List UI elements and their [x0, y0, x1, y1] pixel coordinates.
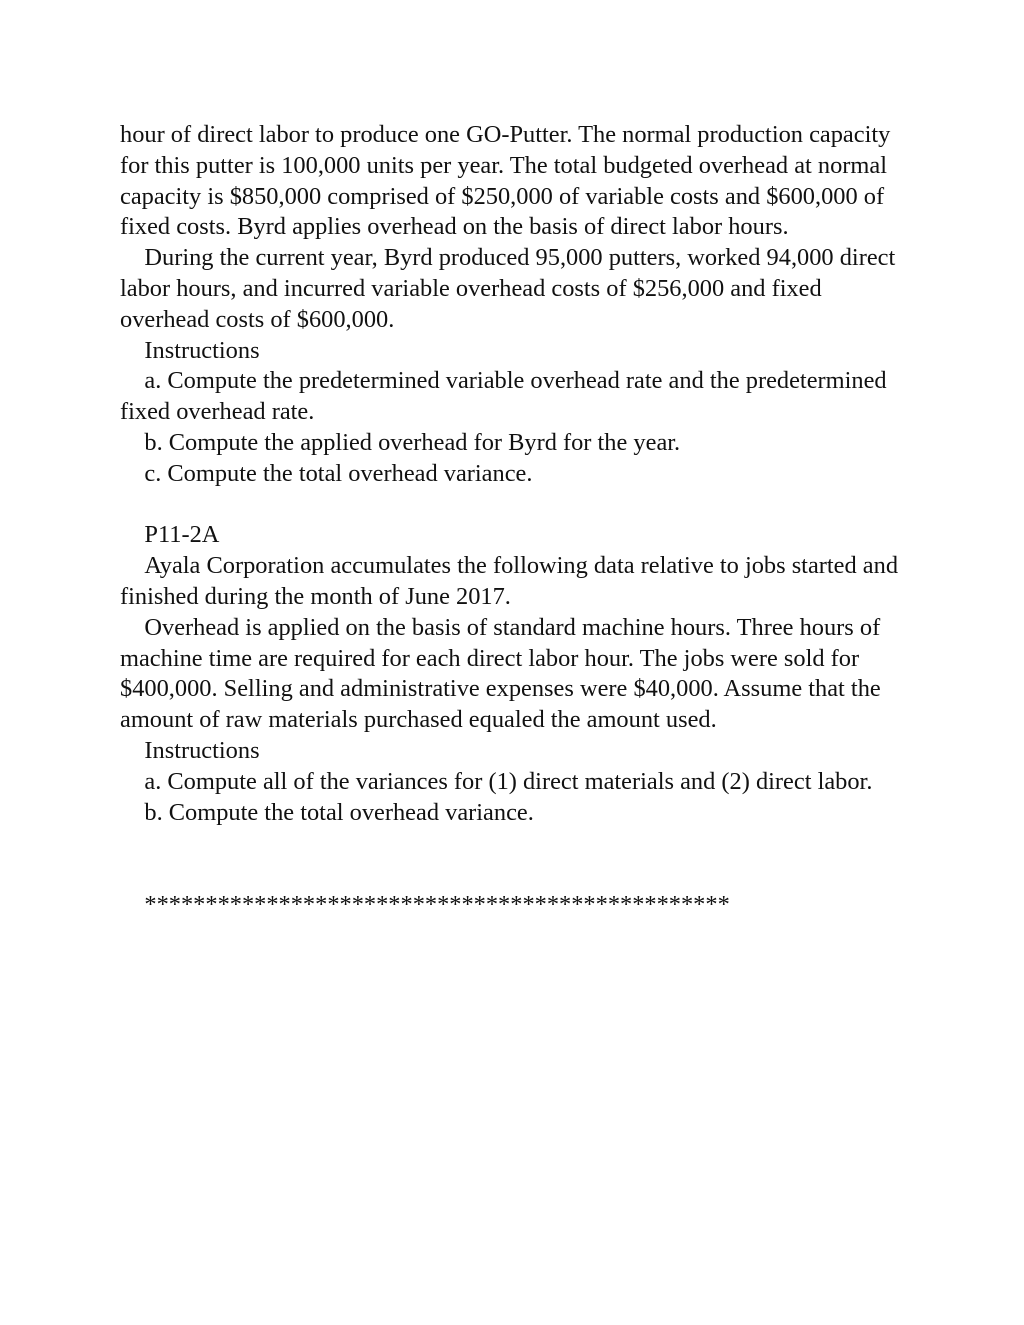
- instruction-item-a: a. Compute all of the variances for (1) direct materials and (2) direct labor.: [120, 767, 873, 795]
- instruction-item-c: c. Compute the total overhead variance.: [120, 459, 533, 487]
- paragraph-overhead-applied: Overhead is applied on the basis of standard machine hours. Three hours of machine time are required for each direct labor hour. The jobs were sold for $400,000. Selling and administrative expenses were $40,000. Assume that the amount of raw materials purchased equaled the amount used.: [120, 613, 887, 734]
- paragraph-overhead-intro: hour of direct labor to produce one GO-Putter. The normal production capacity for this putter is 100,000 units per year. The total budgeted overhead at normal capacity is $850,000 comprised of $250,000 of variable costs and $600,000 of fixed costs. Byrd applies overhead on the basis of direct labor hours.: [120, 121, 897, 241]
- instruction-item-b: b. Compute the applied overhead for Byrd for the year.: [120, 428, 681, 456]
- instruction-item-a: a. Compute the predetermined variable overhead rate and the predetermined fixed overhead rate.: [120, 367, 893, 426]
- instructions-heading: Instructions: [120, 736, 260, 764]
- instruction-item-b: b. Compute the total overhead variance.: [120, 798, 534, 826]
- paragraph-ayala-intro: Ayala Corporation accumulates the following data relative to jobs started and finished during the month of June 2017.: [120, 552, 905, 610]
- blank-line: [120, 490, 910, 521]
- problem-heading: P11-2A: [120, 521, 220, 549]
- document-body: [120, 120, 910, 921]
- blank-lines: [120, 828, 910, 890]
- instructions-heading: Instructions: [120, 336, 260, 364]
- paragraph-current-year: During the current year, Byrd produced 95,000 putters, worked 94,000 direct labor hours, and incurred variable overhead costs of $256,000 and fixed overhead costs of $600,000.: [120, 244, 902, 333]
- separator-line: ************************************************: [120, 890, 730, 918]
